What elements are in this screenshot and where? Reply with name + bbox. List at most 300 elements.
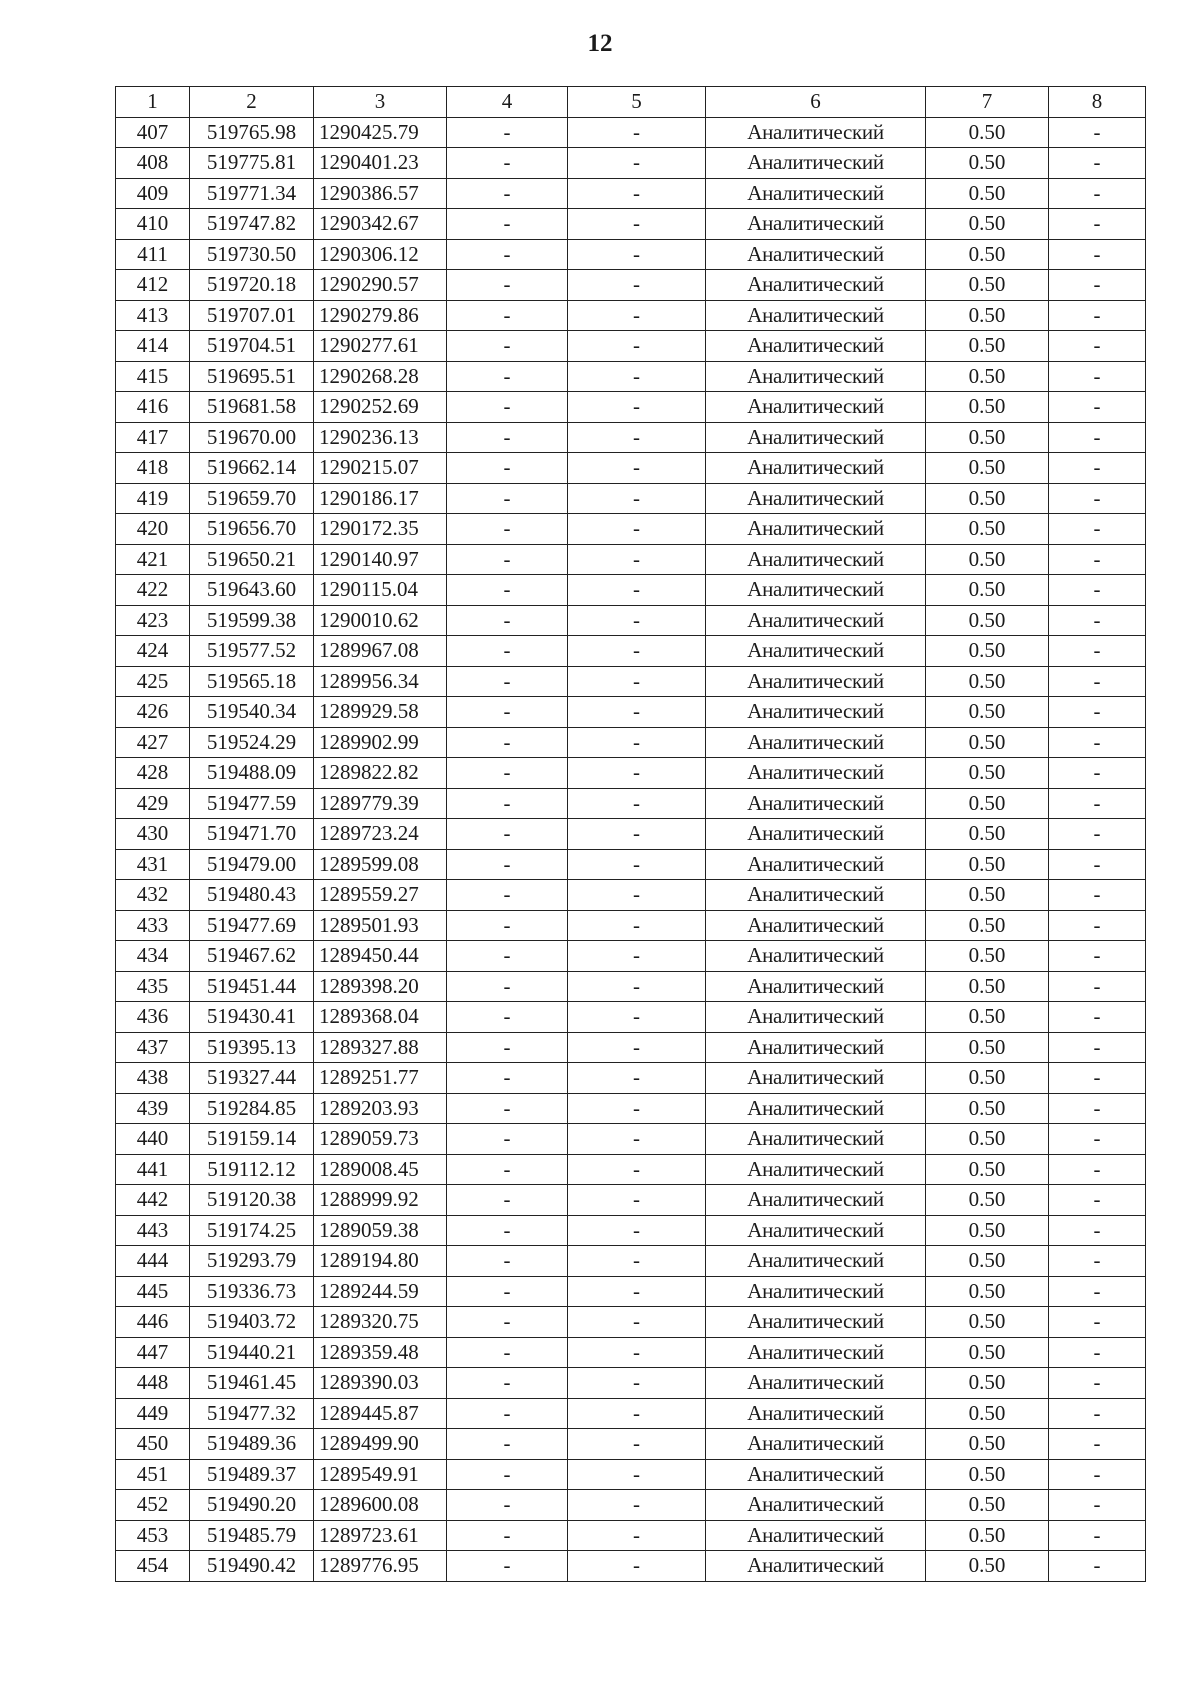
column-header-8: 8: [1049, 87, 1146, 118]
accuracy-cell: 0.50: [926, 331, 1049, 362]
x-coordinate-cell: 519336.73: [190, 1276, 314, 1307]
method-cell: Аналитический: [706, 483, 926, 514]
y-coordinate-cell: 1289600.08: [314, 1490, 447, 1521]
column-8-cell: -: [1049, 910, 1146, 941]
column-4-cell: -: [447, 819, 568, 850]
method-cell: Аналитический: [706, 1337, 926, 1368]
column-4-cell: -: [447, 239, 568, 270]
method-cell: Аналитический: [706, 392, 926, 423]
column-8-cell: -: [1049, 849, 1146, 880]
y-coordinate-cell: 1289059.38: [314, 1215, 447, 1246]
column-5-cell: -: [568, 1185, 706, 1216]
y-coordinate-cell: 1290425.79: [314, 117, 447, 148]
accuracy-cell: 0.50: [926, 849, 1049, 880]
method-cell: Аналитический: [706, 1520, 926, 1551]
column-8-cell: -: [1049, 1398, 1146, 1429]
column-8-cell: -: [1049, 1459, 1146, 1490]
point-number-cell: 450: [116, 1429, 190, 1460]
table-row: [116, 117, 1146, 148]
column-4-cell: -: [447, 1429, 568, 1460]
x-coordinate-cell: 519120.38: [190, 1185, 314, 1216]
x-coordinate-cell: 519293.79: [190, 1246, 314, 1277]
point-number-cell: 438: [116, 1063, 190, 1094]
point-number-cell: 431: [116, 849, 190, 880]
accuracy-cell: 0.50: [926, 300, 1049, 331]
column-8-cell: -: [1049, 1429, 1146, 1460]
x-coordinate-cell: 519451.44: [190, 971, 314, 1002]
column-5-cell: -: [568, 575, 706, 606]
accuracy-cell: 0.50: [926, 1337, 1049, 1368]
method-cell: Аналитический: [706, 331, 926, 362]
y-coordinate-cell: 1289059.73: [314, 1124, 447, 1155]
column-8-cell: -: [1049, 1185, 1146, 1216]
column-5-cell: -: [568, 1246, 706, 1277]
table-row: [116, 971, 1146, 1002]
column-header-3: 3: [314, 87, 447, 118]
column-4-cell: -: [447, 1551, 568, 1582]
accuracy-cell: 0.50: [926, 1520, 1049, 1551]
accuracy-cell: 0.50: [926, 1368, 1049, 1399]
accuracy-cell: 0.50: [926, 819, 1049, 850]
accuracy-cell: 0.50: [926, 117, 1049, 148]
method-cell: Аналитический: [706, 1093, 926, 1124]
table-row: [116, 392, 1146, 423]
table-row: [116, 1307, 1146, 1338]
column-8-cell: -: [1049, 514, 1146, 545]
column-8-cell: -: [1049, 1032, 1146, 1063]
y-coordinate-cell: 1289445.87: [314, 1398, 447, 1429]
column-4-cell: -: [447, 148, 568, 179]
column-4-cell: -: [447, 1490, 568, 1521]
column-8-cell: -: [1049, 178, 1146, 209]
table-row: [116, 209, 1146, 240]
point-number-cell: 437: [116, 1032, 190, 1063]
column-4-cell: -: [447, 1032, 568, 1063]
x-coordinate-cell: 519720.18: [190, 270, 314, 301]
column-5-cell: -: [568, 1154, 706, 1185]
accuracy-cell: 0.50: [926, 1215, 1049, 1246]
method-cell: Аналитический: [706, 514, 926, 545]
method-cell: Аналитический: [706, 1124, 926, 1155]
accuracy-cell: 0.50: [926, 453, 1049, 484]
column-8-cell: -: [1049, 483, 1146, 514]
accuracy-cell: 0.50: [926, 148, 1049, 179]
method-cell: Аналитический: [706, 1551, 926, 1582]
method-cell: Аналитический: [706, 544, 926, 575]
table-row: [116, 636, 1146, 667]
x-coordinate-cell: 519430.41: [190, 1002, 314, 1033]
y-coordinate-cell: 1289501.93: [314, 910, 447, 941]
table-row: [116, 788, 1146, 819]
table-row: [116, 1551, 1146, 1582]
accuracy-cell: 0.50: [926, 1063, 1049, 1094]
accuracy-cell: 0.50: [926, 544, 1049, 575]
column-8-cell: -: [1049, 1520, 1146, 1551]
method-cell: Аналитический: [706, 1002, 926, 1033]
table-row: [116, 514, 1146, 545]
table-row: [116, 1368, 1146, 1399]
method-cell: Аналитический: [706, 209, 926, 240]
method-cell: Аналитический: [706, 178, 926, 209]
y-coordinate-cell: 1290115.04: [314, 575, 447, 606]
method-cell: Аналитический: [706, 1185, 926, 1216]
point-number-cell: 412: [116, 270, 190, 301]
x-coordinate-cell: 519479.00: [190, 849, 314, 880]
accuracy-cell: 0.50: [926, 1002, 1049, 1033]
y-coordinate-cell: 1289902.99: [314, 727, 447, 758]
table-header-row: [116, 87, 1146, 118]
column-8-cell: -: [1049, 1551, 1146, 1582]
table-row: [116, 1337, 1146, 1368]
point-number-cell: 430: [116, 819, 190, 850]
accuracy-cell: 0.50: [926, 575, 1049, 606]
column-5-cell: -: [568, 636, 706, 667]
column-4-cell: -: [447, 849, 568, 880]
y-coordinate-cell: 1289251.77: [314, 1063, 447, 1094]
column-4-cell: -: [447, 514, 568, 545]
method-cell: Аналитический: [706, 148, 926, 179]
column-4-cell: -: [447, 727, 568, 758]
accuracy-cell: 0.50: [926, 1276, 1049, 1307]
point-number-cell: 435: [116, 971, 190, 1002]
table-row: [116, 483, 1146, 514]
column-4-cell: -: [447, 1520, 568, 1551]
method-cell: Аналитический: [706, 361, 926, 392]
method-cell: Аналитический: [706, 1032, 926, 1063]
column-5-cell: -: [568, 849, 706, 880]
column-8-cell: -: [1049, 819, 1146, 850]
x-coordinate-cell: 519489.36: [190, 1429, 314, 1460]
x-coordinate-cell: 519395.13: [190, 1032, 314, 1063]
point-number-cell: 411: [116, 239, 190, 270]
table-row: [116, 300, 1146, 331]
method-cell: Аналитический: [706, 1215, 926, 1246]
y-coordinate-cell: 1289320.75: [314, 1307, 447, 1338]
table-row: [116, 1093, 1146, 1124]
method-cell: Аналитический: [706, 1246, 926, 1277]
point-number-cell: 433: [116, 910, 190, 941]
column-8-cell: -: [1049, 605, 1146, 636]
column-8-cell: -: [1049, 1063, 1146, 1094]
column-8-cell: -: [1049, 1154, 1146, 1185]
x-coordinate-cell: 519477.32: [190, 1398, 314, 1429]
table-row: [116, 1246, 1146, 1277]
accuracy-cell: 0.50: [926, 971, 1049, 1002]
accuracy-cell: 0.50: [926, 666, 1049, 697]
accuracy-cell: 0.50: [926, 941, 1049, 972]
x-coordinate-cell: 519480.43: [190, 880, 314, 911]
y-coordinate-cell: 1288999.92: [314, 1185, 447, 1216]
table-row: [116, 941, 1146, 972]
y-coordinate-cell: 1289559.27: [314, 880, 447, 911]
column-5-cell: -: [568, 544, 706, 575]
point-number-cell: 441: [116, 1154, 190, 1185]
column-5-cell: -: [568, 971, 706, 1002]
column-5-cell: -: [568, 1398, 706, 1429]
x-coordinate-cell: 519707.01: [190, 300, 314, 331]
x-coordinate-cell: 519775.81: [190, 148, 314, 179]
y-coordinate-cell: 1289956.34: [314, 666, 447, 697]
y-coordinate-cell: 1289194.80: [314, 1246, 447, 1277]
column-5-cell: -: [568, 392, 706, 423]
y-coordinate-cell: 1289398.20: [314, 971, 447, 1002]
column-4-cell: -: [447, 575, 568, 606]
column-8-cell: -: [1049, 636, 1146, 667]
x-coordinate-cell: 519477.69: [190, 910, 314, 941]
accuracy-cell: 0.50: [926, 1124, 1049, 1155]
table-row: [116, 605, 1146, 636]
column-5-cell: -: [568, 422, 706, 453]
point-number-cell: 442: [116, 1185, 190, 1216]
column-4-cell: -: [447, 422, 568, 453]
x-coordinate-cell: 519490.20: [190, 1490, 314, 1521]
table-row: [116, 148, 1146, 179]
column-5-cell: -: [568, 514, 706, 545]
x-coordinate-cell: 519577.52: [190, 636, 314, 667]
column-4-cell: -: [447, 483, 568, 514]
accuracy-cell: 0.50: [926, 880, 1049, 911]
y-coordinate-cell: 1289549.91: [314, 1459, 447, 1490]
column-4-cell: -: [447, 1215, 568, 1246]
column-5-cell: -: [568, 300, 706, 331]
x-coordinate-cell: 519485.79: [190, 1520, 314, 1551]
point-number-cell: 448: [116, 1368, 190, 1399]
column-4-cell: -: [447, 1307, 568, 1338]
column-5-cell: -: [568, 361, 706, 392]
method-cell: Аналитический: [706, 270, 926, 301]
column-8-cell: -: [1049, 300, 1146, 331]
column-8-cell: -: [1049, 1307, 1146, 1338]
table-row: [116, 758, 1146, 789]
method-cell: Аналитический: [706, 1307, 926, 1338]
column-4-cell: -: [447, 941, 568, 972]
accuracy-cell: 0.50: [926, 1246, 1049, 1277]
point-number-cell: 454: [116, 1551, 190, 1582]
column-4-cell: -: [447, 392, 568, 423]
column-5-cell: -: [568, 1093, 706, 1124]
table-row: [116, 178, 1146, 209]
table-row: [116, 331, 1146, 362]
table-row: [116, 1154, 1146, 1185]
table-row: [116, 727, 1146, 758]
table-row: [116, 1276, 1146, 1307]
point-number-cell: 407: [116, 117, 190, 148]
column-4-cell: -: [447, 300, 568, 331]
column-5-cell: -: [568, 1215, 706, 1246]
method-cell: Аналитический: [706, 1459, 926, 1490]
column-5-cell: -: [568, 697, 706, 728]
column-8-cell: -: [1049, 1002, 1146, 1033]
column-8-cell: -: [1049, 1368, 1146, 1399]
column-5-cell: -: [568, 941, 706, 972]
x-coordinate-cell: 519747.82: [190, 209, 314, 240]
column-4-cell: -: [447, 666, 568, 697]
column-5-cell: -: [568, 910, 706, 941]
point-number-cell: 416: [116, 392, 190, 423]
table-row: [116, 1063, 1146, 1094]
coordinates-table: [115, 86, 1146, 1582]
column-8-cell: -: [1049, 1337, 1146, 1368]
method-cell: Аналитический: [706, 697, 926, 728]
x-coordinate-cell: 519704.51: [190, 331, 314, 362]
point-number-cell: 446: [116, 1307, 190, 1338]
point-number-cell: 410: [116, 209, 190, 240]
column-8-cell: -: [1049, 880, 1146, 911]
y-coordinate-cell: 1289359.48: [314, 1337, 447, 1368]
table-row: [116, 453, 1146, 484]
point-number-cell: 414: [116, 331, 190, 362]
y-coordinate-cell: 1289929.58: [314, 697, 447, 728]
column-8-cell: -: [1049, 788, 1146, 819]
accuracy-cell: 0.50: [926, 1459, 1049, 1490]
column-4-cell: -: [447, 788, 568, 819]
column-4-cell: -: [447, 178, 568, 209]
table-row: [116, 1429, 1146, 1460]
column-5-cell: -: [568, 727, 706, 758]
y-coordinate-cell: 1289450.44: [314, 941, 447, 972]
table-row: [116, 819, 1146, 850]
method-cell: Аналитический: [706, 422, 926, 453]
y-coordinate-cell: 1290010.62: [314, 605, 447, 636]
x-coordinate-cell: 519488.09: [190, 758, 314, 789]
accuracy-cell: 0.50: [926, 1032, 1049, 1063]
column-8-cell: -: [1049, 697, 1146, 728]
column-header-6: 6: [706, 87, 926, 118]
y-coordinate-cell: 1290268.28: [314, 361, 447, 392]
method-cell: Аналитический: [706, 1154, 926, 1185]
y-coordinate-cell: 1290252.69: [314, 392, 447, 423]
table-row: [116, 1520, 1146, 1551]
method-cell: Аналитический: [706, 1398, 926, 1429]
accuracy-cell: 0.50: [926, 697, 1049, 728]
y-coordinate-cell: 1289368.04: [314, 1002, 447, 1033]
accuracy-cell: 0.50: [926, 605, 1049, 636]
x-coordinate-cell: 519159.14: [190, 1124, 314, 1155]
accuracy-cell: 0.50: [926, 636, 1049, 667]
point-number-cell: 449: [116, 1398, 190, 1429]
method-cell: Аналитический: [706, 117, 926, 148]
column-5-cell: -: [568, 819, 706, 850]
x-coordinate-cell: 519524.29: [190, 727, 314, 758]
column-4-cell: -: [447, 1398, 568, 1429]
column-8-cell: -: [1049, 575, 1146, 606]
column-5-cell: -: [568, 178, 706, 209]
column-header-7: 7: [926, 87, 1049, 118]
column-5-cell: -: [568, 1551, 706, 1582]
column-8-cell: -: [1049, 1215, 1146, 1246]
x-coordinate-cell: 519650.21: [190, 544, 314, 575]
column-5-cell: -: [568, 1368, 706, 1399]
column-4-cell: -: [447, 1368, 568, 1399]
y-coordinate-cell: 1289779.39: [314, 788, 447, 819]
column-5-cell: -: [568, 1276, 706, 1307]
accuracy-cell: 0.50: [926, 758, 1049, 789]
y-coordinate-cell: 1290401.23: [314, 148, 447, 179]
method-cell: Аналитический: [706, 239, 926, 270]
method-cell: Аналитический: [706, 910, 926, 941]
accuracy-cell: 0.50: [926, 1154, 1049, 1185]
x-coordinate-cell: 519284.85: [190, 1093, 314, 1124]
column-8-cell: -: [1049, 1276, 1146, 1307]
x-coordinate-cell: 519174.25: [190, 1215, 314, 1246]
column-4-cell: -: [447, 697, 568, 728]
column-4-cell: -: [447, 1337, 568, 1368]
column-4-cell: -: [447, 544, 568, 575]
column-4-cell: -: [447, 270, 568, 301]
x-coordinate-cell: 519730.50: [190, 239, 314, 270]
table-row: [116, 1398, 1146, 1429]
column-8-cell: -: [1049, 1246, 1146, 1277]
point-number-cell: 443: [116, 1215, 190, 1246]
method-cell: Аналитический: [706, 880, 926, 911]
y-coordinate-cell: 1290236.13: [314, 422, 447, 453]
method-cell: Аналитический: [706, 575, 926, 606]
column-4-cell: -: [447, 971, 568, 1002]
column-5-cell: -: [568, 880, 706, 911]
accuracy-cell: 0.50: [926, 788, 1049, 819]
accuracy-cell: 0.50: [926, 727, 1049, 758]
method-cell: Аналитический: [706, 758, 926, 789]
x-coordinate-cell: 519112.12: [190, 1154, 314, 1185]
point-number-cell: 408: [116, 148, 190, 179]
table-row: [116, 239, 1146, 270]
column-5-cell: -: [568, 148, 706, 179]
table-row: [116, 1002, 1146, 1033]
table-body: [116, 117, 1146, 1581]
accuracy-cell: 0.50: [926, 209, 1049, 240]
table-row: [116, 1185, 1146, 1216]
column-8-cell: -: [1049, 209, 1146, 240]
point-number-cell: 417: [116, 422, 190, 453]
y-coordinate-cell: 1290277.61: [314, 331, 447, 362]
x-coordinate-cell: 519643.60: [190, 575, 314, 606]
y-coordinate-cell: 1289327.88: [314, 1032, 447, 1063]
column-5-cell: -: [568, 758, 706, 789]
x-coordinate-cell: 519403.72: [190, 1307, 314, 1338]
method-cell: Аналитический: [706, 1276, 926, 1307]
x-coordinate-cell: 519461.45: [190, 1368, 314, 1399]
table-row: [116, 910, 1146, 941]
x-coordinate-cell: 519662.14: [190, 453, 314, 484]
column-5-cell: -: [568, 1032, 706, 1063]
column-4-cell: -: [447, 331, 568, 362]
column-8-cell: -: [1049, 758, 1146, 789]
column-4-cell: -: [447, 361, 568, 392]
y-coordinate-cell: 1289599.08: [314, 849, 447, 880]
column-8-cell: -: [1049, 148, 1146, 179]
point-number-cell: 432: [116, 880, 190, 911]
x-coordinate-cell: 519490.42: [190, 1551, 314, 1582]
y-coordinate-cell: 1290215.07: [314, 453, 447, 484]
column-8-cell: -: [1049, 666, 1146, 697]
method-cell: Аналитический: [706, 1368, 926, 1399]
y-coordinate-cell: 1289008.45: [314, 1154, 447, 1185]
column-5-cell: -: [568, 1002, 706, 1033]
y-coordinate-cell: 1289244.59: [314, 1276, 447, 1307]
accuracy-cell: 0.50: [926, 239, 1049, 270]
x-coordinate-cell: 519327.44: [190, 1063, 314, 1094]
column-8-cell: -: [1049, 117, 1146, 148]
page-number: 12: [587, 30, 613, 57]
accuracy-cell: 0.50: [926, 1093, 1049, 1124]
point-number-cell: 419: [116, 483, 190, 514]
x-coordinate-cell: 519656.70: [190, 514, 314, 545]
point-number-cell: 409: [116, 178, 190, 209]
column-4-cell: -: [447, 605, 568, 636]
table-row: [116, 1459, 1146, 1490]
x-coordinate-cell: 519670.00: [190, 422, 314, 453]
column-5-cell: -: [568, 209, 706, 240]
